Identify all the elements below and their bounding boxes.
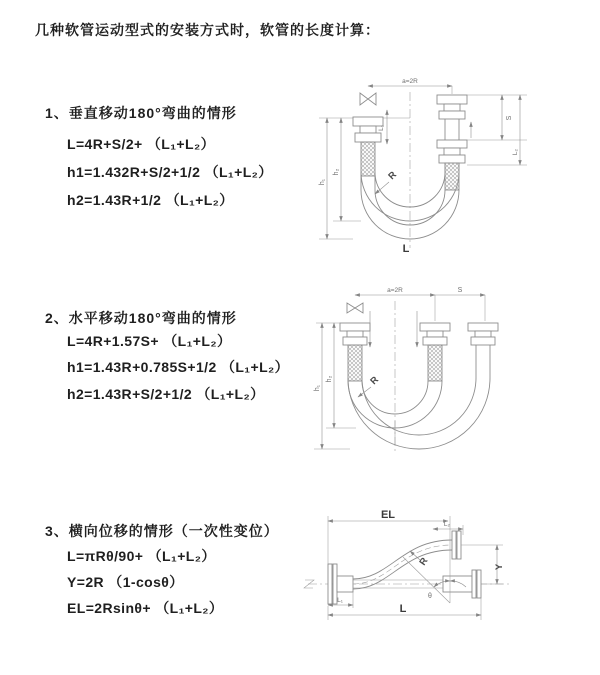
formula-line: Y=2R （1-cosθ） <box>67 574 184 590</box>
section-3-heading: 3、横向位移的情形（一次性变位） <box>45 523 279 539</box>
left-flange <box>340 323 370 381</box>
dim-label-s: S <box>506 115 513 121</box>
upper-right-flange <box>452 531 461 559</box>
dim-label-y: Y <box>494 563 505 571</box>
diagram-horizontal-180-bend <box>300 283 590 458</box>
formula-line: L=4R+S/2+ （L₁+L₂） <box>67 136 215 152</box>
dim-label-theta: θ <box>428 593 432 600</box>
formula-line: h1=1.43R+0.785S+1/2 （L₁+L₂） <box>67 359 290 375</box>
dim-label-r: R <box>368 374 381 388</box>
braided-hose-section <box>361 142 375 176</box>
valve-icon <box>360 93 376 105</box>
dim-label-h2: h₂ <box>326 375 333 383</box>
formula-line: L=πRθ/90+ （L₁+L₂） <box>67 548 216 564</box>
right-flange-lower <box>437 140 467 190</box>
dim-label-h1: h₁ <box>314 384 321 392</box>
formula-line: h2=1.43R+S/2+1/2 （L₁+L₂） <box>67 386 265 402</box>
braided-hose-section <box>428 345 442 381</box>
braided-hose-section <box>348 345 362 381</box>
dim-label-l: L <box>399 603 407 615</box>
middle-flange <box>420 323 450 381</box>
diagram-lateral-displacement <box>300 500 590 645</box>
hose-displaced-curve <box>353 540 452 589</box>
dim-label-h2: h₂ <box>333 168 340 176</box>
formula-line: h1=1.432R+S/2+1/2 （L₁+L₂） <box>67 164 273 180</box>
formula-line: EL=2Rsinθ+ （L₁+L₂） <box>67 600 224 616</box>
page-title: 几种软管运动型式的安装方式时，软管的长度计算： <box>35 22 380 38</box>
section-1-heading: 1、垂直移动180°弯曲的情形 <box>45 105 237 121</box>
braided-hose-section <box>445 163 459 190</box>
formula-line: h2=1.43R+1/2 （L₁+L₂） <box>67 192 234 208</box>
dim-label-s: S <box>457 287 463 294</box>
dim-label-r: R <box>417 555 431 568</box>
dim-label-l2: L₂ <box>443 521 451 528</box>
dim-label-a2r: a=2R <box>402 78 418 85</box>
dim-label-l1: L₁ <box>378 125 385 131</box>
section-2-heading: 2、水平移动180°弯曲的情形 <box>45 310 237 326</box>
right-flange-shifted <box>468 323 498 345</box>
right-flange-upper <box>437 95 467 119</box>
dim-label-a2r: a=2R <box>387 287 403 294</box>
valve-icon <box>347 303 363 313</box>
dim-label-h1: h₁ <box>319 178 326 186</box>
dim-label-r: R <box>386 169 399 183</box>
formula-line: L=4R+1.57S+ （L₁+L₂） <box>67 333 232 349</box>
dim-label-el: EL <box>380 509 396 521</box>
dim-label-l1: L₁ <box>337 597 343 604</box>
dim-label-l: L <box>402 243 410 255</box>
dim-label-l2: L₂ <box>512 148 519 156</box>
diagram-vertical-180-bend <box>305 72 590 262</box>
hose-bend-curves <box>348 345 490 449</box>
